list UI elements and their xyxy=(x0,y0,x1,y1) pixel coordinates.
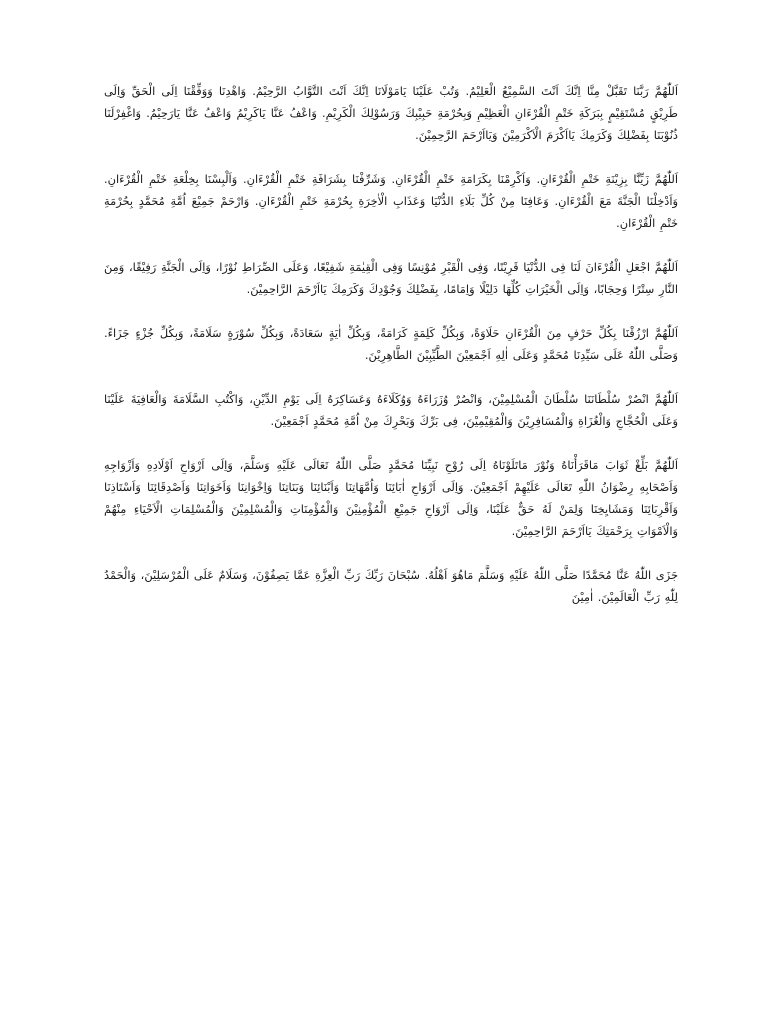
doa-paragraph-2: اَللّٰهُمَّ زَيِّنَّا بِزِيْنَةِ خَتْمِ الْقُرْءَانِ. وَاَكْرِمْنَا بِكَرَامَةِ خَتْمِ الْقُرْءَانِ. وَشَرِّفْنَا بِشَرَافَةِ خَتْمِ الْقُرْءَانِ. وَاَلْبِسْنَا بِخِلْعَةِ خَتْمِ الْقُرْءَانِ. وَاَدْخِلْنَا الْجَنَّةَ مَعَ الْقُرْءَانِ. وَعَافِنَا مِنْ كُلِّ بَلَاءِ الدُّنْيَا وَعَذَابِ الْاٰخِرَةِ بِحُرْمَةِ خَتْمِ الْقُرْءَانِ. وَارْحَمْ جَمِيْعَ اُمَّةِ مُحَمَّدٍ بِحُرْمَةِ خَتْمِ الْقُرْءَانِ. xyxy=(104,172,678,230)
doa-paragraph-3: اَللّٰهُمَّ اجْعَلِ الْقُرْءَانَ لَنَا فِى الدُّنْيَا قَرِيْنًا، وَفِى الْقَبْرِ مُوْنِسًا وَفِى الْقِيٰمَةِ شَفِيْعًا، وَعَلَى الصِّرَاطِ نُوْرًا، وَاِلَى الْجَنَّةِ رَفِيْقًا، وَمِنَ النَّارِ سِتْرًا وَحِجَابًا، وَاِلَى الْخَيْرَاتِ كُلِّهَا دَلِيْلًا وَاِمَامًا، بِفَضْلِكَ وَجُوْدِكَ وَكَرَمِكَ يَااَرْحَمَ الرَّاحِمِيْنَ. xyxy=(104,260,678,296)
document-page xyxy=(104,80,678,630)
doa-paragraph-4: اَللّٰهُمَّ ارْزُقْنَا بِكُلِّ حَرْفٍ مِنَ الْقُرْءَانِ حَلَاوَةً، وَبِكُلِّ كَلِمَةٍ كَرَامَةً، وَبِكُلِّ اٰيَةٍ سَعَادَةً، وَبِكُلِّ سُوْرَةٍ سَلَامَةً، وَبِكُلِّ جُزْءٍ جَزَاءً. وَصَلَّى اللّٰهُ عَلَى سَيِّدِنَا مُحَمَّدٍ وَعَلَى اٰلِهِ اَجْمَعِيْنَ الطَّيِّبِيْنَ الطَّاهِرِيْنَ. xyxy=(104,326,678,362)
doa-paragraph-1: اَللّٰهُمَّ رَبَّنَا تَقَبَّلْ مِنَّا اِنَّكَ اَنْتَ السَّمِيْعُ الْعَلِيْمُ. وَتُبْ عَلَيْنَا يَامَوْلَانَا اِنَّكَ اَنْتَ التَّوَّابُ الرَّحِيْمُ. وَاهْدِنَا وَوَفِّقْنَا اِلَى الْحَقِّ وَاِلَى طَرِيْقٍ مُسْتَقِيْمٍ بِبَرَكَةِ خَتْمِ الْقُرْءَانِ الْعَظِيْمِ وَبِحُرْمَةِ حَبِيْبِكَ وَرَسُوْلِكَ الْكَرِيْمِ. وَاعْفُ عَنَّا يَاكَرِيْمُ وَاعْفُ عَنَّا يَارَحِيْمُ. وَاغْفِرْلَنَا ذُنُوْبَنَا بِفَضْلِكَ وَكَرَمِكَ يَااَكْرَمَ الْاَكْرَمِيْنَ وَيَااَرْحَمَ الرَّحِمِيْنَ. xyxy=(104,84,678,142)
doa-paragraph-5: اَللّٰهُمَّ انْصُرْ سُلْطَانَنَا سُلْطَانَ الْمُسْلِمِيْنَ، وَانْصُرْ وُزَرَاءَهُ وَوُكَلَاءَهُ وَعَسَاكِرَهُ اِلَى يَوْمِ الدِّيْنِ، وَاكْتُبِ السَّلَامَةَ وَالْعَافِيَةَ عَلَيْنَا وَعَلَى الْحُجَّاجِ وَالْغُزَاةِ وَالْمُسَافِرِيْنَ وَالْمُقِيْمِيْنَ، فِى بَرِّكَ وَبَحْرِكَ مِنْ اُمَّةِ مُحَمَّدٍ اَجْمَعِيْنَ. xyxy=(104,392,678,428)
doa-paragraph-7: جَزَى اللّٰهُ عَنَّا مُحَمَّدًا صَلَّى اللّٰهُ عَلَيْهِ وَسَلَّمَ مَاهُوَ اَهْلُهُ. سُبْحَانَ رَبِّكَ رَبِّ الْعِزَّةِ عَمَّا يَصِفُوْنَ، وَسَلَامٌ عَلَى الْمُرْسَلِيْنَ، وَالْحَمْدُ لِلّٰهِ رَبِّ الْعَالَمِيْنَ. اٰمِيْنَ xyxy=(104,568,678,604)
doa-paragraph-6: اَللّٰهُمَّ بَلِّغْ ثَوَابَ مَاقَرَأْنَاهُ وَنُوْرَ مَاتَلَوْنَاهُ اِلَى رُوْحِ نَبِيِّنَا مُحَمَّدٍ صَلَّى اللّٰهُ تَعَالَى عَلَيْهِ وَسَلَّمَ، وَاِلَى اَرْوَاحِ اَوْلَادِهِ وَاَزْوَاجِهِ وَاَصْحَابِهِ رِضْوَانُ اللّٰهِ تَعَالَى عَلَيْهِمْ اَجْمَعِيْنَ. وَاِلَى اَرْوَاحِ اٰبَائِنَا وَاُمَّهَاتِنَا وَاَبْنَائِنَا وَبَنَاتِنَا وَاِخْوَانِنَا وَاَخَوَاتِنَا وَاَصْدِقَائِنَا وَاَسْتَاذِنَا وَاَقْرِبَائِنَا وَمَشَايِخِنَا وَلِمَنْ لَهُ حَقٌّ عَلَيْنَا، وَاِلَى اَرْوَاحِ جَمِيْعِ الْمُؤْمِنِيْنَ وَالْمُؤْمِنَاتِ وَالْمُسْلِمِيْنَ وَالْمُسْلِمَاتِ الْاَحْيَاءِ مِنْهُمْ وَالْاَمْوَاتِ بِرَحْمَتِكَ يَااَرْحَمَ الرَّاحِمِيْنَ. xyxy=(104,458,678,538)
